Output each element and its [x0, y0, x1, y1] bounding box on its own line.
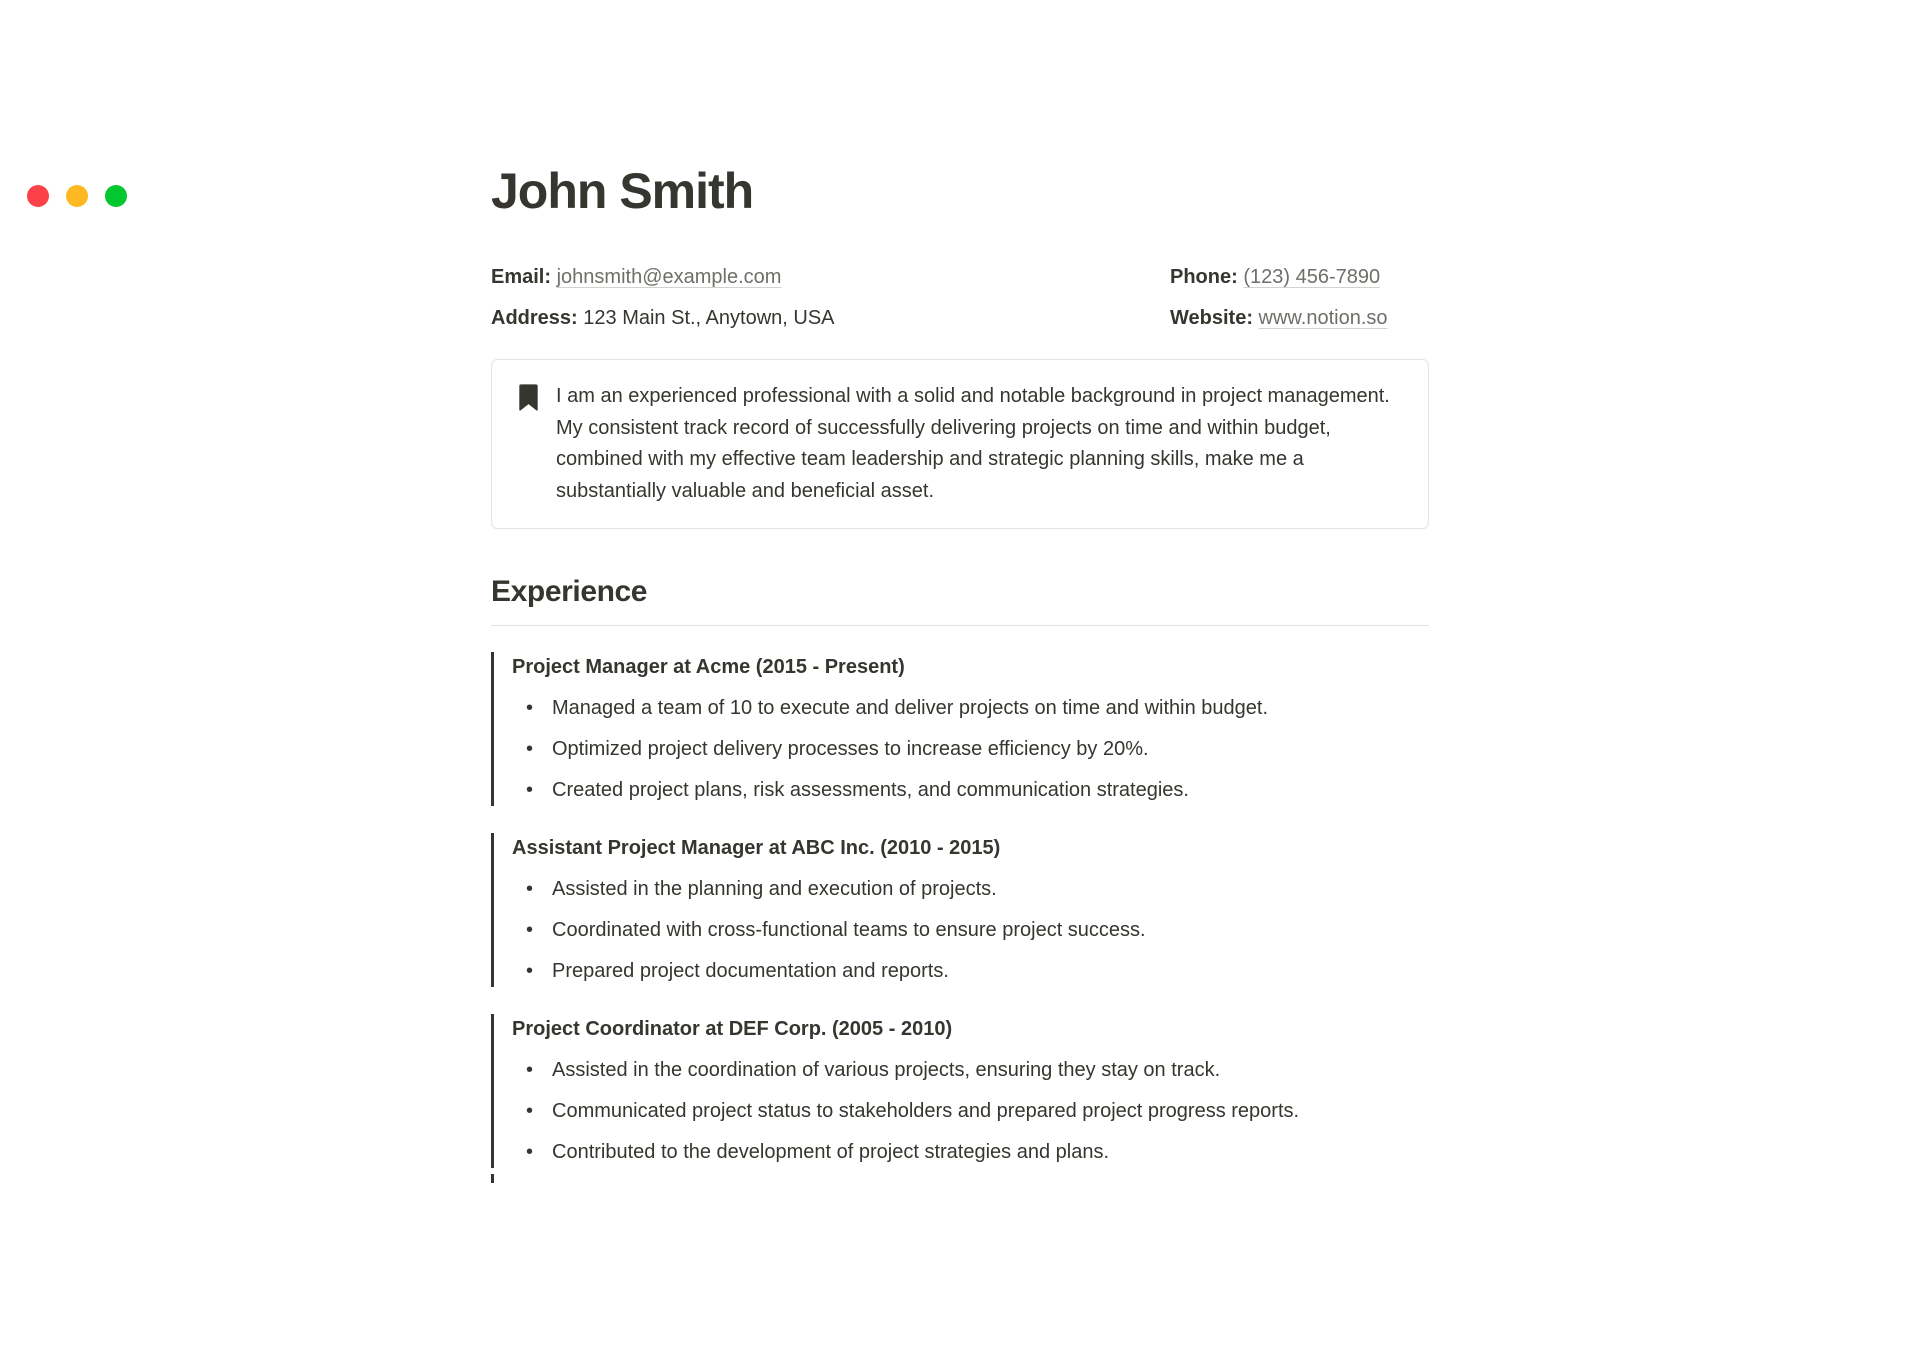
job-bullet-list	[512, 694, 1429, 804]
window-close-button[interactable]	[27, 185, 49, 207]
window-controls	[27, 185, 127, 207]
job-bullet: • Contributed to the development of project strategies and plans.	[512, 1138, 1429, 1166]
window-minimize-button[interactable]	[66, 185, 88, 207]
job-title: Assistant Project Manager at ABC Inc. (2010 - 2015)	[512, 837, 1001, 859]
experience-heading: Experience	[491, 575, 648, 608]
job-bullet-list	[512, 1056, 1429, 1166]
job-bullet: • Assisted in the coordination of various projects, ensuring they stay on track.	[512, 1056, 1429, 1084]
experience-block-acme	[491, 652, 1429, 806]
job-bullet-list	[512, 875, 1429, 985]
summary-text: I am an experienced professional with a solid and notable background in project management. My consistent track record of successfully delivering projects on time and within budget, combined with my effective team leadership and strategic planning skills, make me a substantially valuable and beneficial asset.	[556, 385, 1390, 502]
job-bullet: • Managed a team of 10 to execute and deliver projects on time and within budget.	[512, 694, 1429, 722]
address-label: Address:	[491, 307, 578, 329]
contact-email-row	[491, 262, 1170, 292]
partial-quote-border	[491, 1174, 494, 1183]
job-bullet: • Prepared project documentation and reports.	[512, 957, 1429, 985]
phone-link[interactable]: (123) 456-7890	[1243, 266, 1381, 288]
website-link[interactable]: www.notion.so	[1258, 307, 1388, 329]
contact-website-row	[1170, 303, 1429, 333]
contact-phone-row	[1170, 262, 1429, 292]
email-link[interactable]: johnsmith@example.com	[556, 266, 782, 288]
experience-block-abc-inc	[491, 833, 1429, 987]
job-bullet: • Communicated project status to stakeholders and prepared project progress reports.	[512, 1097, 1429, 1125]
job-bullet: • Created project plans, risk assessments, and communication strategies.	[512, 776, 1429, 804]
job-bullet: • Coordinated with cross-functional teams to ensure project success.	[512, 916, 1429, 944]
job-title: Project Manager at Acme (2015 - Present)	[512, 656, 905, 678]
phone-label: Phone:	[1170, 266, 1238, 288]
experience-block-def-corp	[491, 1014, 1429, 1168]
address-value: 123 Main St., Anytown, USA	[583, 307, 835, 329]
job-title: Project Coordinator at DEF Corp. (2005 - 2010)	[512, 1018, 953, 1040]
email-label: Email:	[491, 266, 552, 288]
job-bullet: • Assisted in the planning and execution of projects.	[512, 875, 1429, 903]
contact-address-row	[491, 303, 1170, 333]
summary-callout	[491, 359, 1429, 529]
website-label: Website:	[1170, 307, 1253, 329]
contact-info	[491, 262, 1429, 333]
bookmark-icon	[518, 384, 539, 411]
page-content	[491, 160, 1429, 1183]
job-bullet: • Optimized project delivery processes to increase efficiency by 20%.	[512, 735, 1429, 763]
page-title: John Smith	[491, 163, 754, 219]
window-zoom-button[interactable]	[105, 185, 127, 207]
divider	[491, 625, 1429, 626]
